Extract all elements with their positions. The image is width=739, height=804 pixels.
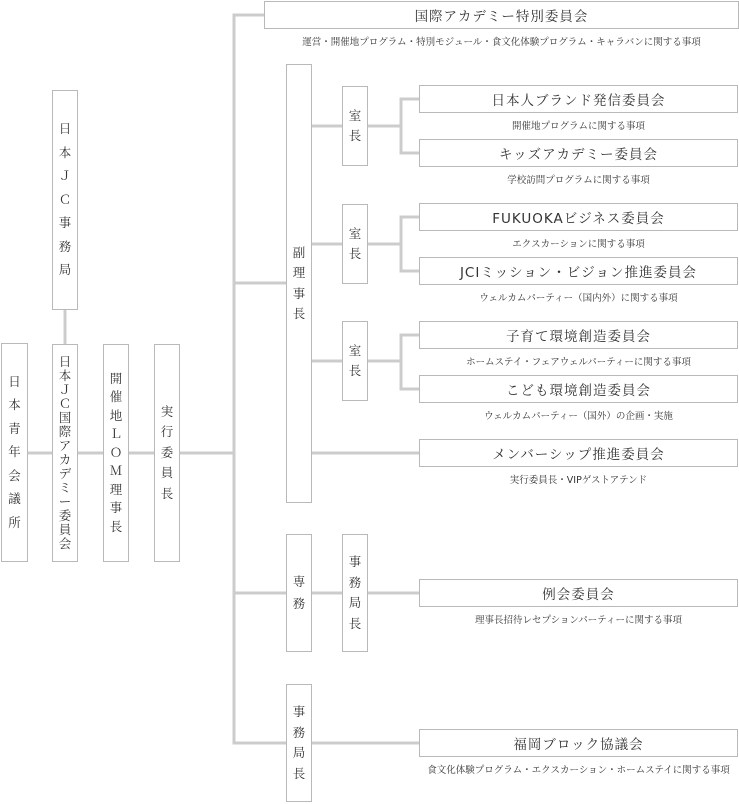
vertical-label-char: 長: [348, 128, 362, 143]
vertical-label-char: ー: [58, 493, 72, 509]
vertical-label-char: 専: [292, 573, 306, 589]
vertical-label-char: 地: [109, 407, 123, 423]
vertical-label-char: 事: [348, 554, 362, 569]
vertical-label-char: 青: [8, 420, 21, 436]
node-room-chief-1: [342, 86, 368, 166]
committee-academy-special-desc: 運営・開催地プログラム・特別モジュール・食文化体験プログラム・キャラバンに関する事項: [302, 37, 701, 48]
vertical-label-char: 会: [58, 535, 72, 551]
node-vice-chairman: [286, 64, 312, 503]
vertical-label-char: デ: [58, 465, 72, 481]
committee-jci-mission-desc: ウェルカムパーティー（国内外）に関する事項: [479, 293, 678, 304]
committee-reikai: 例会委員会: [419, 579, 738, 607]
vertical-label-char: 理: [292, 265, 306, 280]
committee-japan-brand: 日本人ブランド発信委員会: [419, 85, 738, 113]
vertical-label-char: 務: [58, 238, 72, 254]
committee-fukuoka-block-desc: 食文化体験プログラム・エクスカーション・ホームステイに関する事項: [427, 765, 730, 776]
vertical-label-char: 長: [348, 363, 362, 378]
node-room-chief-2: [342, 204, 368, 284]
vertical-label-char: Ｃ: [58, 395, 72, 411]
node-office-chief-2: [286, 684, 312, 802]
vertical-label-char: 催: [109, 389, 123, 405]
node-host-lom-president: [103, 344, 129, 562]
vertical-label-char: 年: [8, 444, 21, 460]
node-executive-chairman: [154, 344, 180, 562]
node-room-chief-3: [342, 321, 368, 401]
node-managing-director: [286, 534, 312, 652]
vertical-label-char: 局: [292, 745, 306, 760]
vertical-label-char: 本: [58, 367, 72, 383]
vertical-label-char: 務: [292, 596, 306, 611]
vertical-label-char: 本: [58, 144, 72, 160]
vertical-label-char: 長: [292, 306, 306, 321]
committee-fukuoka-block: 福岡ブロック協議会: [419, 729, 738, 757]
vertical-label: [343, 322, 367, 400]
vertical-label-char: Ｏ: [109, 444, 123, 460]
committee-kodomo-env-desc: ウェルカムパーティー（国外）の企画・実施: [484, 411, 673, 422]
vertical-label-char: 室: [348, 107, 362, 123]
vertical-label: [343, 87, 367, 165]
committee-fukuoka-business: FUKUOKAビジネス委員会: [419, 203, 738, 231]
committee-reikai-desc: 理事長招待レセプションパーティーに関する事項: [474, 615, 682, 626]
vertical-label-char: 日: [8, 373, 21, 389]
committee-academy-special: 国際アカデミー特別委員会: [264, 1, 739, 29]
node-academy-committee: [52, 344, 78, 562]
committee-fukuoka-business-desc: エクスカーションに関する事項: [512, 239, 645, 250]
vertical-label: [155, 345, 179, 561]
node-office-chief-1: [342, 534, 368, 652]
committee-membership: メンバーシップ推進委員会: [419, 439, 738, 467]
committee-jci-mission: JCIミッション・ビジョン推進委員会: [419, 257, 738, 285]
vertical-label-char: 長: [348, 615, 362, 631]
vertical-label: [2, 344, 27, 561]
vertical-label-char: 理: [109, 481, 123, 497]
vertical-label-char: 事: [109, 500, 123, 516]
vertical-label-char: 務: [292, 724, 306, 740]
vertical-label-char: 長: [292, 765, 306, 781]
node-jc-secretariat: [52, 90, 78, 310]
vertical-label-char: 開: [109, 370, 123, 386]
vertical-label-char: 国: [58, 409, 72, 425]
vertical-label-char: 副: [292, 244, 306, 260]
committee-japan-brand-desc: 開催地プログラムに関する事項: [512, 121, 645, 132]
vertical-label: [287, 65, 311, 502]
committee-childcare-env-desc: ホームステイ・フェアウェルパーティーに関する事項: [466, 357, 691, 368]
vertical-label-char: 員: [160, 465, 174, 481]
vertical-label-char: 局: [58, 262, 72, 278]
node-japan-jaycees: [1, 343, 28, 562]
vertical-label-char: 事: [292, 285, 306, 301]
vertical-label-char: 委: [160, 444, 174, 460]
vertical-label: [287, 535, 311, 651]
vertical-label-char: 議: [8, 491, 21, 507]
vertical-label-char: Ｌ: [109, 426, 123, 442]
committee-childcare-env: 子育て環境創造委員会: [419, 321, 738, 349]
vertical-label-char: 室: [348, 225, 362, 241]
vertical-label-char: 室: [348, 342, 362, 358]
vertical-label-char: 日: [58, 353, 72, 369]
committee-kodomo-env: こども環境創造委員会: [419, 375, 738, 403]
vertical-label-char: 事: [292, 704, 306, 719]
vertical-label-char: 事: [58, 215, 72, 231]
committee-kids-academy-desc: 学校訪問プログラムに関する事項: [507, 175, 650, 186]
vertical-label-char: 長: [109, 518, 123, 534]
vertical-label-char: 行: [160, 424, 174, 440]
vertical-label-char: 長: [348, 246, 362, 261]
vertical-label-char: 実: [160, 403, 174, 419]
vertical-label-char: Ｃ: [58, 191, 72, 207]
vertical-label-char: ア: [58, 437, 72, 453]
vertical-label-char: 日: [58, 121, 72, 137]
vertical-label: [53, 91, 77, 309]
vertical-label-char: 局: [348, 595, 362, 610]
vertical-label-char: ミ: [58, 479, 72, 495]
vertical-label-char: 際: [58, 423, 72, 439]
vertical-label: [53, 353, 77, 553]
vertical-label-char: Ｍ: [109, 463, 123, 479]
vertical-label-char: Ｊ: [58, 168, 72, 184]
vertical-label-char: 委: [58, 507, 72, 523]
vertical-label-char: 員: [58, 521, 72, 537]
vertical-label: [104, 355, 128, 551]
vertical-label: [343, 535, 367, 651]
committee-membership-desc: 実行委員長・VIPゲストアテンド: [509, 475, 648, 486]
committee-kids-academy: キッズアカデミー委員会: [419, 139, 738, 167]
vertical-label-char: カ: [58, 451, 72, 467]
vertical-label-char: 会: [8, 467, 21, 483]
vertical-label-char: 本: [8, 397, 21, 413]
vertical-label-char: Ｊ: [58, 381, 72, 397]
vertical-label-char: 長: [160, 485, 174, 501]
vertical-label: [343, 205, 367, 283]
vertical-label: [287, 685, 311, 801]
vertical-label-char: 所: [8, 514, 21, 530]
vertical-label-char: 務: [348, 574, 362, 590]
